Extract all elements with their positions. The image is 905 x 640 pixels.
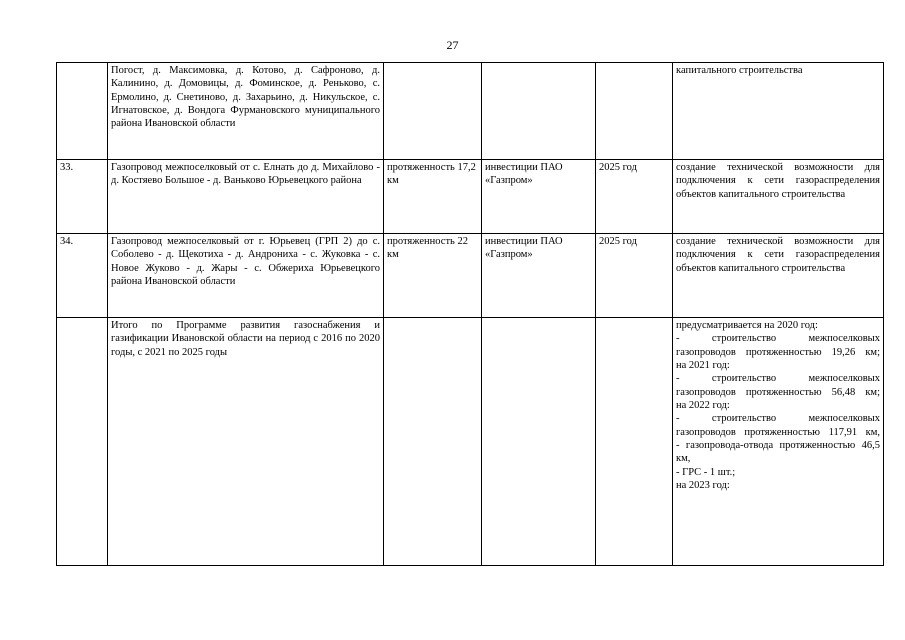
funding-source-cell: [482, 63, 596, 160]
result-line: - строительство межпоселковых газопроводов протяженностью 117,91 км,: [676, 413, 880, 438]
funding-source-cell: инвестиции ПАО «Газпром»: [482, 160, 596, 234]
year-cell: 2025 год: [596, 234, 673, 318]
funding-source-cell: [482, 318, 596, 566]
table-row: [57, 160, 884, 234]
page-number: 27: [446, 38, 459, 52]
result-line: - строительство межпоселковых газопроводов протяженностью 19,26 км;: [676, 333, 880, 358]
table-row: [57, 63, 884, 160]
result-line: предусматривается на 2020 год:: [676, 320, 818, 331]
result-cell: капитального строительства: [673, 63, 884, 160]
row-number-cell: 34.: [57, 234, 108, 318]
length-cell: протяженность 17,2 км: [384, 160, 482, 234]
table-row-total: [57, 318, 884, 566]
row-number-cell: [57, 63, 108, 160]
year-cell: 2025 год: [596, 160, 673, 234]
funding-source-cell: инвестиции ПАО «Газпром»: [482, 234, 596, 318]
length-cell: протяженность 22 км: [384, 234, 482, 318]
total-result-cell: [673, 318, 884, 566]
result-cell: создание технической возможности для подключения к сети газораспределения объектов капитального строительства: [673, 160, 884, 234]
total-name-cell: Итого по Программе развития газоснабжения и газификации Ивановской области на период с 2016 по 2020 годы, с 2021 по 2025 годы: [108, 318, 384, 566]
result-line: на 2023 год:: [676, 479, 730, 491]
program-table: [56, 62, 884, 566]
object-name-cell: Погост, д. Максимовка, д. Котово, д. Сафроново, д. Калинино, д. Домовицы, д. Фоминское, д. Реньково, с. Ермолино, д. Снетиново, д. Захарьино, д. Никульское, с. Игнатовское, д. Вондога Фурмановского муниципального района Ивановской области: [108, 63, 384, 160]
length-cell: [384, 63, 482, 160]
object-name-cell: Газопровод межпоселковый от с. Елнать до д. Михайлово - д. Костяево Большое - д. Ваньково Юрьевецкого района: [108, 160, 384, 234]
year-cell: [596, 318, 673, 566]
result-line: на 2021 год:: [676, 359, 730, 371]
year-cell: [596, 63, 673, 160]
result-line: - газопровода-отвода протяженностью 46,5 км,: [676, 439, 880, 465]
row-number-cell: 33.: [57, 160, 108, 234]
result-cell: создание технической возможности для подключения к сети газораспределения объектов капитального строительства: [673, 234, 884, 318]
length-cell: [384, 318, 482, 566]
result-line: - строительство межпоселковых газопроводов протяженностью 56,48 км;: [676, 373, 880, 398]
object-name-cell: Газопровод межпоселковый от г. Юрьевец (ГРП 2) до с. Соболево - д. Щекотиха - д. Андрониха - с. Жуковка - с. Новое Жуково - д. Жары - с. Обжериха Юрьевецкого района Ивановской области: [108, 234, 384, 318]
result-line: - ГРС - 1 шт.;: [676, 466, 736, 478]
result-line: на 2022 год:: [676, 399, 730, 411]
table-row: [57, 234, 884, 318]
row-number-cell: [57, 318, 108, 566]
